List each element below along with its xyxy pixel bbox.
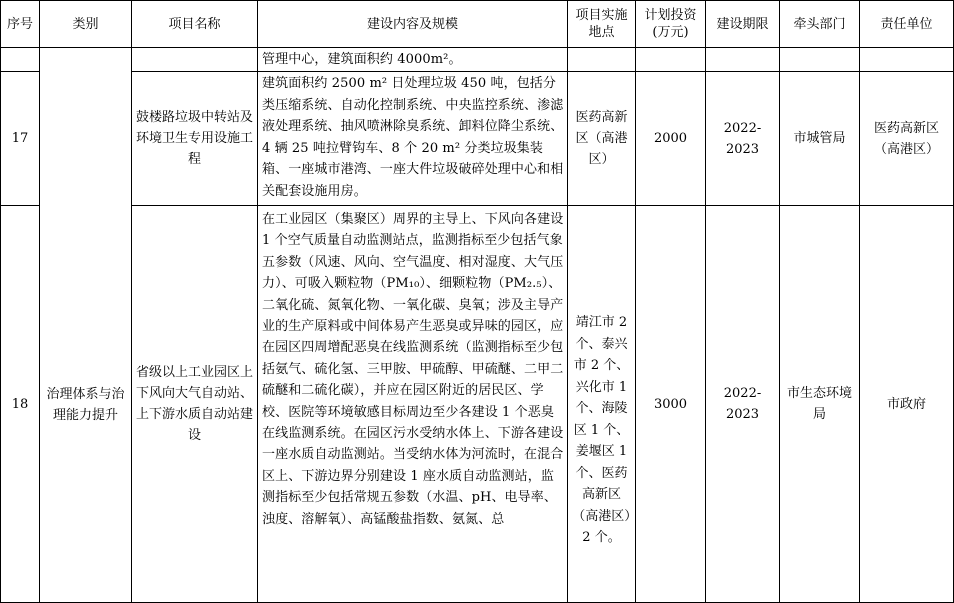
header-content: 建设内容及规模 xyxy=(258,1,568,48)
cell-content: 建筑面积约 2500 m² 日处理垃圾 450 吨，包括分类压缩系统、自动化控制系统、中央监控系统、渗滤液处理系统、抽风喷淋除臭系统、卸料位降尘系统、4 辆 25 吨拉臂钩车、8 个 20 m² 分类垃圾集装箱、一座城市港湾、一座大件垃圾破碎处理中心和相关配套设施用房。 xyxy=(258,72,568,206)
header-location: 项目实施地点 xyxy=(568,1,636,48)
table-row xyxy=(1,72,954,206)
table-row-continuation xyxy=(1,48,954,72)
cell-lead-dept xyxy=(780,48,860,72)
cell-project-name xyxy=(132,48,258,72)
cell-lead-dept: 市城管局 xyxy=(780,72,860,206)
cell-category: 治理体系与治理能力提升 xyxy=(40,48,132,603)
cell-investment: 2000 xyxy=(636,72,706,206)
header-investment: 计划投资(万元) xyxy=(636,1,706,48)
cell-period: 2022-2023 xyxy=(706,72,780,206)
cell-location: 靖江市 2 个、泰兴市 2 个、兴化市 1 个、海陵区 1 个、姜堰区 1 个、医药高新区（高港区）2 个。 xyxy=(568,206,636,603)
header-project-name: 项目名称 xyxy=(132,1,258,48)
cell-responsible xyxy=(860,48,954,72)
cell-project-name: 鼓楼路垃圾中转站及环境卫生专用设施工程 xyxy=(132,72,258,206)
cell-project-name: 省级以上工业园区上下风向大气自动站、上下游水质自动站建设 xyxy=(132,206,258,603)
cell-content: 管理中心，建筑面积约 4000m²。 xyxy=(258,48,568,72)
table-row xyxy=(1,206,954,603)
header-responsible: 责任单位 xyxy=(860,1,954,48)
table-header-row xyxy=(1,1,954,48)
cell-period: 2022-2023 xyxy=(706,206,780,603)
cell-location xyxy=(568,48,636,72)
cell-location: 医药高新区（高港区） xyxy=(568,72,636,206)
cell-responsible: 市政府 xyxy=(860,206,954,603)
cell-investment xyxy=(636,48,706,72)
header-lead-dept: 牵头部门 xyxy=(780,1,860,48)
cell-content: 在工业园区（集聚区）周界的主导上、下风向各建设 1 个空气质量自动监测站点，监测指标至少包括气象五参数（风速、风向、空气温度、相对湿度、大气压力）、可吸入颗粒物（PM₁₀）、细颗粒物（PM₂.₅）、二氧化硫、氮氧化物、一氧化碳、臭氧；涉及主导产业的生产原料或中间体易产生恶臭或异味的园区，应在园区四周增配恶臭在线监测系统（监测指标至少包括氨气、硫化氢、三甲胺、甲硫醇、甲硫醚、二甲二硫醚和二硫化碳），并应在园区附近的居民区、学校、医院等环境敏感目标周边至少各建设 1 个恶臭在线监测系统。在园区污水受纳水体上、下游各建设一座水质自动监测站。当受纳水体为河流时，在混合区上、下游边界分别建设 1 座水质自动监测站，监测指标至少包括常规五参数（水温、pH、电导率、浊度、溶解氧）、高锰酸盐指数、氨氮、总 xyxy=(258,206,568,603)
header-no: 序号 xyxy=(1,1,40,48)
cell-period xyxy=(706,48,780,72)
cell-no xyxy=(1,48,40,72)
cell-no: 18 xyxy=(1,206,40,603)
header-category: 类别 xyxy=(40,1,132,48)
cell-responsible: 医药高新区（高港区） xyxy=(860,72,954,206)
cell-lead-dept: 市生态环境局 xyxy=(780,206,860,603)
header-period: 建设期限 xyxy=(706,1,780,48)
cell-no: 17 xyxy=(1,72,40,206)
cell-investment: 3000 xyxy=(636,206,706,603)
